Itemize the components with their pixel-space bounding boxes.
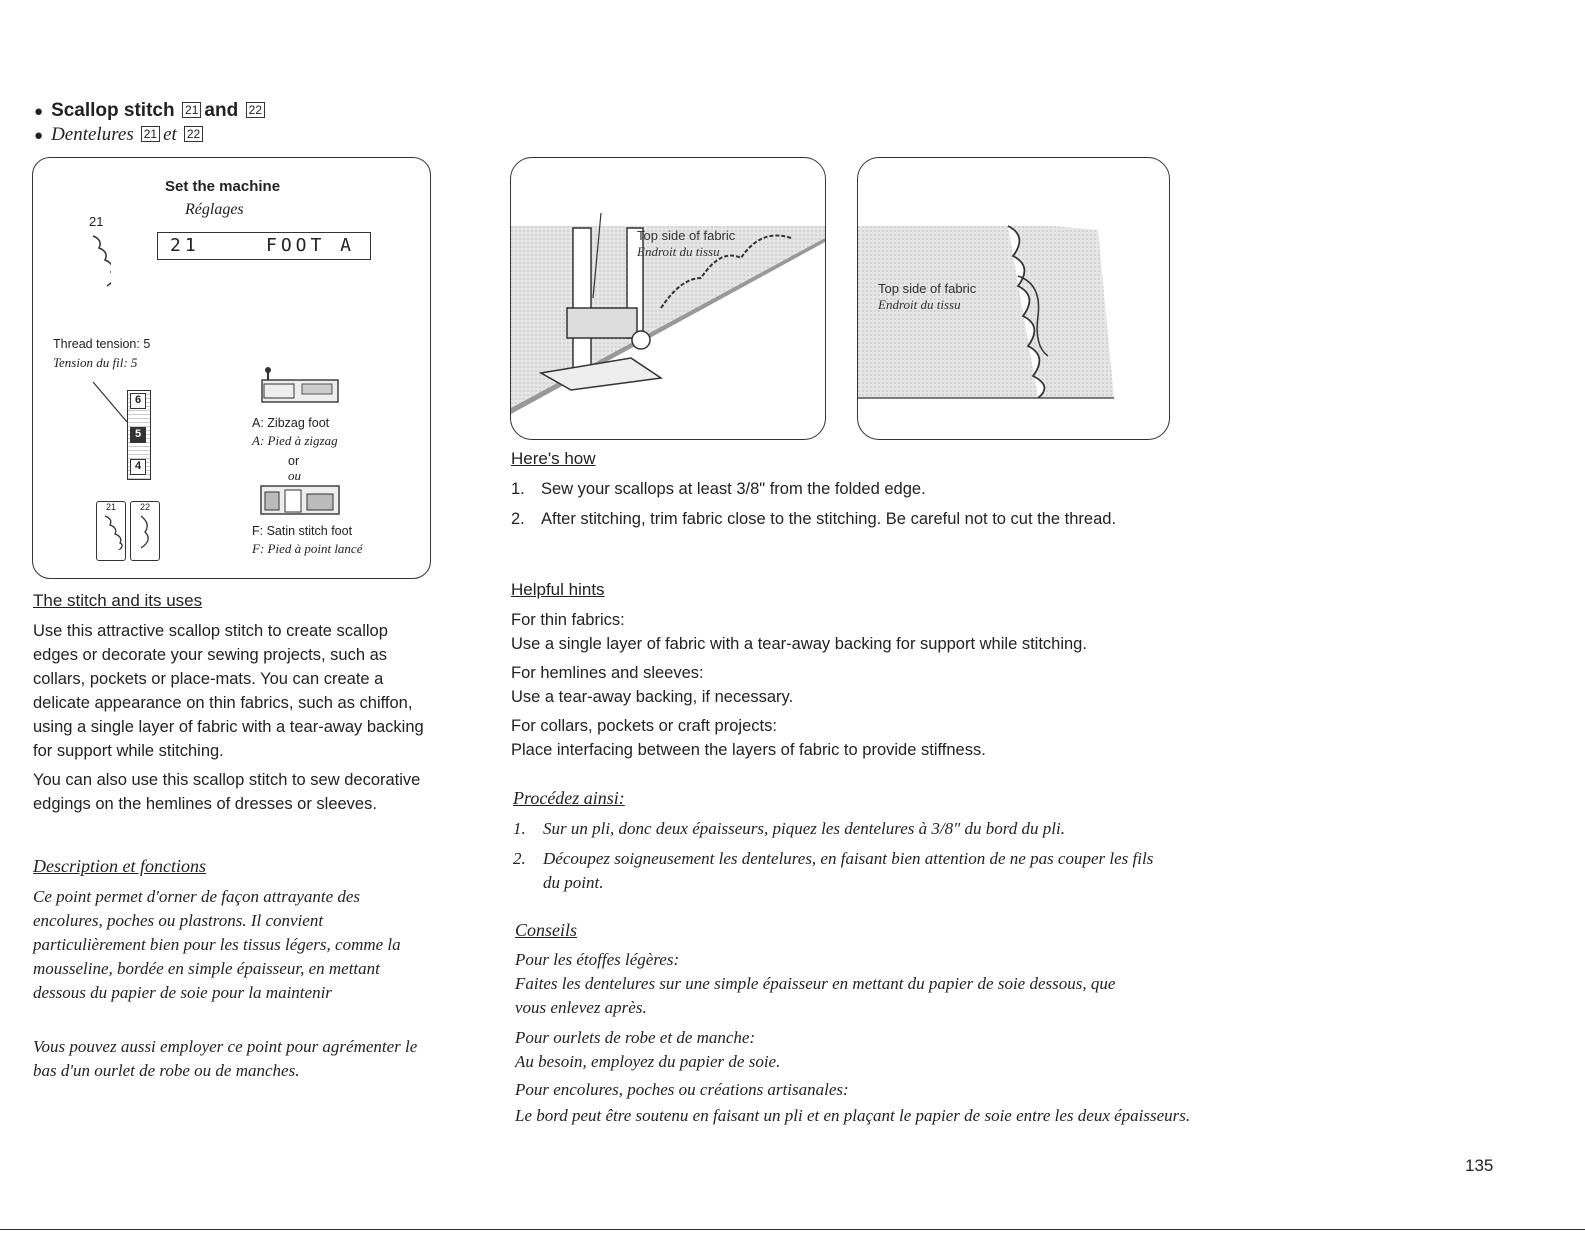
- lcd-foot-text: FOOT A: [266, 235, 356, 256]
- machine-settings-box: [32, 157, 431, 579]
- thread-tension-label: Thread tension: 5: [53, 337, 151, 351]
- uses-paragraph-2: You can also use this scallop stitch to sew decorative edgings on the hemlines of dresses or sleeves.: [33, 771, 421, 813]
- procedez-heading: Procédez ainsi:: [513, 788, 625, 808]
- foot-f-label: F: Satin stitch foot: [252, 524, 353, 538]
- bullet-icon: ●: [34, 103, 44, 120]
- scallop-pattern-icon: [131, 512, 157, 550]
- top-side-label: Top side of fabric: [637, 228, 736, 243]
- hint-hemlines-text: Use a tear-away backing, if necessary.: [511, 688, 794, 706]
- endroit-label: Endroit du tissu: [878, 297, 961, 312]
- bottom-rule: [0, 1229, 1585, 1230]
- tension-dial[interactable]: [127, 390, 151, 480]
- conseil-ourlets: Pour ourlets de robe et de manche:: [515, 1028, 756, 1047]
- step-number: 2.: [511, 510, 525, 528]
- description-paragraph-2: Vous pouvez aussi employer ce point pour agrémenter le bas d'un ourlet de robe ou de manches.: [33, 1037, 418, 1080]
- pattern-number-badge: 22: [246, 102, 265, 118]
- title-en-text: Scallop stitch: [51, 100, 175, 121]
- scallop-pattern-icon: [97, 512, 123, 550]
- top-side-label: Top side of fabric: [878, 281, 977, 296]
- conseil-encolures: Pour encolures, poches ou créations artisanales:: [515, 1080, 849, 1099]
- pointer-line-icon: [91, 380, 131, 424]
- thread-tension-label-fr: Tension du fil: 5: [53, 355, 138, 370]
- lcd-display: [157, 232, 371, 260]
- step-number: 1.: [511, 480, 525, 498]
- pattern-button-21[interactable]: [96, 501, 126, 561]
- hint-thin-fabrics: For thin fabrics:: [511, 611, 625, 629]
- description-heading: Description et fonctions: [33, 856, 206, 876]
- conseil-ourlets-text: Au besoin, employez du papier de soie.: [515, 1052, 781, 1071]
- conseil-etoffes-text: Faites les dentelures sur une simple épaisseur en mettant du papier de soie dessous, que vous enlevez après.: [515, 974, 1116, 1017]
- heres-how-step-2: [511, 507, 1151, 531]
- bullet-icon: ●: [34, 128, 44, 144]
- step-text: Sur un pli, donc deux épaisseurs, piquez les dentelures à 3/8" du bord du pli.: [543, 819, 1065, 838]
- title-en-and: and: [204, 100, 239, 121]
- dial-value-6: 6: [130, 393, 146, 409]
- title-fr-text: Dentelures: [51, 124, 134, 145]
- illustration-trimmed-scallops: [857, 157, 1170, 440]
- conseil-etoffes: Pour les étoffes légères:: [515, 950, 680, 969]
- pattern-number-badge: 21: [182, 102, 201, 118]
- title-fr-and: et: [163, 124, 177, 145]
- title-fr: [34, 124, 206, 146]
- heres-how-heading: Here's how: [511, 449, 596, 468]
- hint-thin-fabrics-text: Use a single layer of fabric with a tear-away backing for support while stitching.: [511, 635, 1087, 653]
- heres-how-step-1: [511, 477, 1151, 501]
- uses-heading: The stitch and its uses: [33, 591, 203, 610]
- pattern-button-22[interactable]: [130, 501, 160, 561]
- step-number: 2.: [513, 849, 526, 868]
- hint-collars-text: Place interfacing between the layers of fabric to provide stiffness.: [511, 741, 986, 759]
- hint-hemlines: For hemlines and sleeves:: [511, 664, 704, 682]
- sewing-foot-illustration: [511, 158, 825, 439]
- or-label: or: [288, 454, 300, 468]
- procedez-step-2: [513, 847, 1193, 895]
- foot-a-label-fr: A: Pied à zigzag: [252, 433, 338, 448]
- ou-label: ou: [288, 468, 301, 483]
- page-number: 135: [1465, 1156, 1494, 1175]
- description-paragraph-1: Ce point permet d'orner de façon attrayante des encolures, poches ou plastrons. Il convient particulièrement bien pour les tissus légers, comme la mousseline, bordée en simple épaisseur, en mettant dessous du papier de soie pour la maintenir: [33, 887, 401, 1002]
- helpful-hints-heading: Helpful hints: [511, 580, 605, 599]
- step-text: Sew your scallops at least 3/8" from the folded edge.: [541, 480, 926, 498]
- conseil-encolures-text: Le bord peut être soutenu en faisant un pli et en plaçant le papier de soie entre les deux épaisseurs.: [515, 1106, 1191, 1125]
- pattern-button-label: 21: [105, 502, 116, 512]
- hint-collars: For collars, pockets or craft projects:: [511, 717, 777, 735]
- step-text: After stitching, trim fabric close to the stitching. Be careful not to cut the thread.: [541, 510, 1117, 528]
- title-en: [34, 100, 268, 122]
- foot-f-label-fr: F: Pied à point lancé: [252, 541, 363, 556]
- satin-stitch-foot-icon: [259, 482, 343, 518]
- pattern-button-label: 22: [139, 502, 150, 512]
- foot-a-label: A: Zibzag foot: [252, 416, 330, 430]
- pattern-number: 21: [89, 214, 104, 229]
- step-number: 1.: [513, 819, 526, 838]
- set-machine-label: Set the machine: [165, 178, 281, 195]
- conseils-heading: Conseils: [515, 920, 578, 940]
- scallop-pattern-icon: [87, 232, 111, 292]
- procedez-step-1: [513, 817, 1193, 841]
- pattern-number-badge: 21: [141, 126, 160, 142]
- step-text: Découpez soigneusement les dentelures, en faisant bien attention de ne pas couper les fils du point.: [543, 849, 1154, 892]
- lcd-pattern-number: 21: [170, 235, 200, 256]
- pattern-number-badge: 22: [184, 126, 203, 142]
- endroit-label: Endroit du tissu: [637, 244, 720, 259]
- dial-value-5: 5: [130, 427, 146, 443]
- uses-paragraph-1: Use this attractive scallop stitch to create scallop edges or decorate your sewing projects, such as collars, pockets or place-mats. You can create a delicate appearance on thin fabrics, such as chiffon, using a single layer of fabric with a tear-away backing for support while stitching.: [33, 622, 424, 760]
- reglages-label: Réglages: [185, 201, 244, 218]
- illustration-sewing-scallops: [510, 157, 826, 440]
- dial-value-4: 4: [130, 459, 146, 475]
- zigzag-foot-icon: [258, 366, 344, 406]
